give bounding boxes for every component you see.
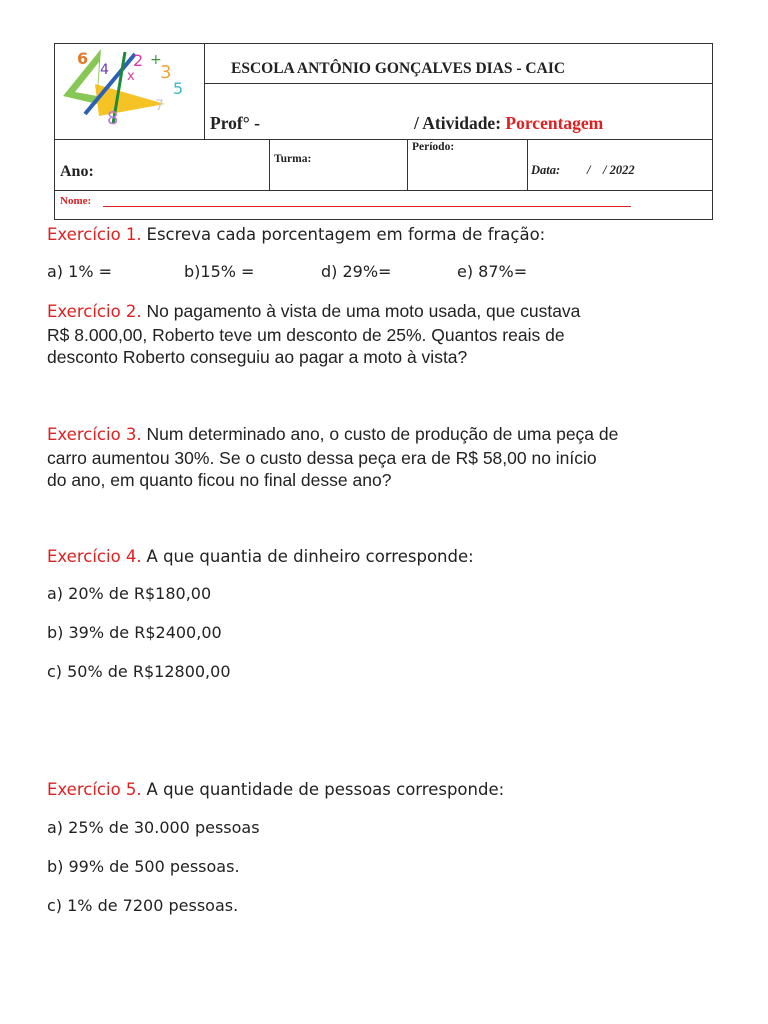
exercise-5 <box>47 778 737 802</box>
turma-cell[interactable] <box>269 140 408 191</box>
math-logo-icon <box>55 44 203 137</box>
exercise-2-line-1: No pagamento à vista de uma moto usada, que custava <box>146 301 581 321</box>
logo-glyph: x <box>127 69 135 84</box>
exercise-4-item-c: c) 50% de R$12800,00 <box>47 662 231 681</box>
logo-glyph: 6 <box>77 49 89 68</box>
school-logo <box>55 44 205 139</box>
activity-value: Porcentagem <box>505 113 604 133</box>
exercise-5-label: Exercício 5. <box>47 780 142 799</box>
data-label: Data: <box>531 163 561 177</box>
exercise-1-option-e: e) 87%= <box>457 262 528 281</box>
exercise-1 <box>47 223 737 247</box>
logo-glyph: 3 <box>160 62 172 83</box>
nome-line <box>103 206 631 207</box>
exercise-4-item-b: b) 39% de R$2400,00 <box>47 623 222 642</box>
exercise-3-line-3: do ano, em quanto ficou no final desse ano? <box>47 470 392 490</box>
exercise-5-text: A que quantidade de pessoas corresponde: <box>146 780 505 799</box>
exercise-4-text: A que quantia de dinheiro corresponde: <box>146 547 474 566</box>
logo-glyph: + <box>150 52 162 68</box>
logo-glyph: 7 <box>155 98 164 114</box>
exercise-1-option-d: d) 29%= <box>321 262 392 281</box>
header-table <box>54 43 713 220</box>
school-name: ESCOLA ANTÔNIO GONÇALVES DIAS - CAIC <box>205 44 712 84</box>
exercise-3-line-1: Num determinado ano, o custo de produção de uma peça de <box>146 424 619 444</box>
ano-label: Ano: <box>60 163 94 180</box>
exercise-5-item-a: a) 25% de 30.000 pessoas <box>47 818 260 837</box>
exercise-2-line-2: R$ 8.000,00, Roberto teve um desconto de 25%. Quantos reais de <box>47 324 565 345</box>
data-cell[interactable] <box>527 140 712 191</box>
exercise-2 <box>47 300 737 369</box>
exercise-1-option-a: a) 1% = <box>47 262 113 281</box>
exercise-5-item-b: b) 99% de 500 pessoas. <box>47 857 240 876</box>
periodo-cell[interactable] <box>407 140 528 191</box>
exercise-1-option-b: b)15% = <box>184 262 255 281</box>
exercise-3-label: Exercício 3. <box>47 425 142 444</box>
info-row <box>55 139 712 191</box>
exercise-1-label: Exercício 1. <box>47 225 142 244</box>
periodo-label: Período: <box>412 141 455 153</box>
logo-glyph: 2 <box>133 51 144 70</box>
activity-label <box>414 113 603 134</box>
prof-label: Prof° - <box>210 113 260 133</box>
exercise-1-text: Escreva cada porcentagem em forma de fração: <box>146 225 546 244</box>
exercise-2-line-3: desconto Roberto conseguiu ao pagar a moto à vista? <box>47 347 468 367</box>
nome-label: Nome: <box>60 195 92 207</box>
exercise-2-label: Exercício 2. <box>47 302 142 321</box>
data-value: / / 2022 <box>587 163 635 177</box>
turma-label: Turma: <box>274 153 312 165</box>
logo-glyph: 8 <box>107 108 119 129</box>
nome-row[interactable] <box>55 192 712 219</box>
exercise-5-item-c: c) 1% de 7200 pessoas. <box>47 896 239 915</box>
exercise-4-label: Exercício 4. <box>47 547 142 566</box>
exercise-4 <box>47 545 737 569</box>
logo-glyph: 5 <box>173 79 184 98</box>
activity-label-text: / Atividade: <box>414 113 502 133</box>
logo-glyph: 4 <box>100 62 109 78</box>
exercise-3-line-2: carro aumentou 30%. Se o custo dessa peça era de R$ 58,00 no início <box>47 447 597 468</box>
exercise-4-item-a: a) 20% de R$180,00 <box>47 584 212 603</box>
ano-cell[interactable] <box>55 140 270 191</box>
prof-activity-row <box>205 84 712 139</box>
exercise-3 <box>47 423 737 492</box>
